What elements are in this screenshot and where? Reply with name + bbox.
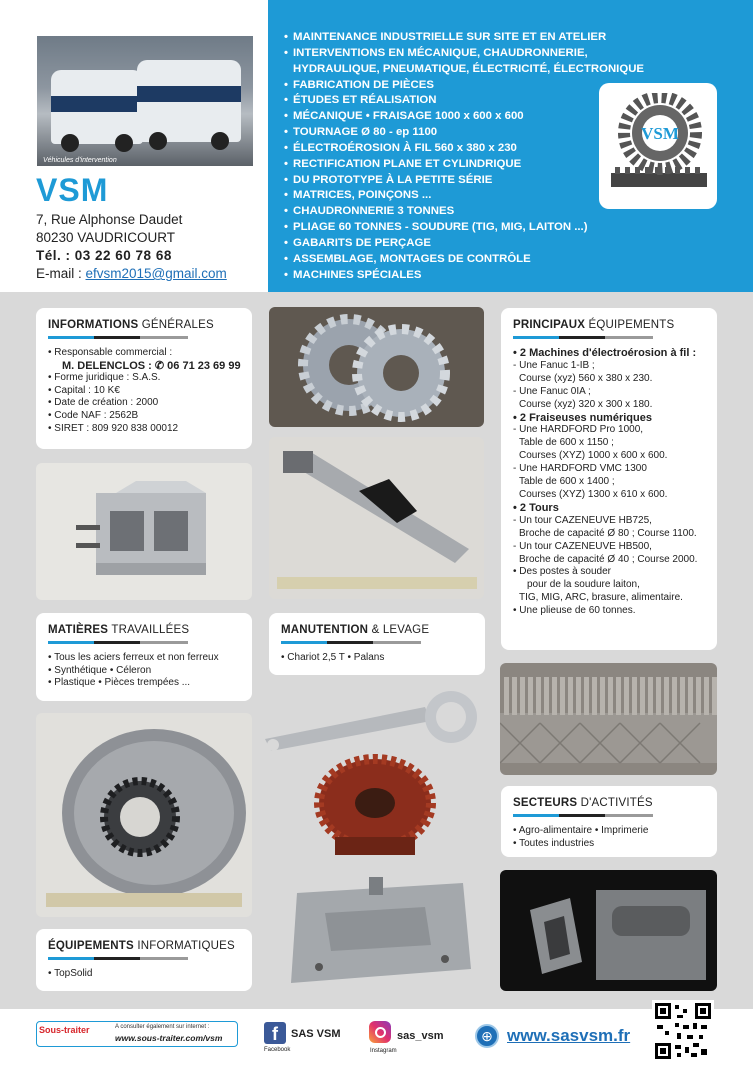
equipements-line: Broche de capacité Ø 40 ; Course 2000. (519, 553, 698, 565)
service-item: • ÉTUDES ET RÉALISATION (284, 94, 437, 107)
title-underline (48, 336, 188, 339)
company-logo (599, 83, 717, 209)
machined-plate-photo (285, 873, 477, 991)
equipements-line: pour de la soudure laiton, (527, 579, 640, 591)
shaft-photo (269, 437, 484, 599)
address-street: 7, Rue Alphonse Daudet (36, 212, 183, 227)
informatique-title: ÉQUIPEMENTS INFORMATIQUES (48, 940, 235, 952)
globe-icon: ⊕ (475, 1024, 499, 1048)
phone-number: Tél. : 03 22 60 78 68 (36, 248, 172, 263)
van-right (137, 60, 241, 142)
brand-name: VSM (36, 172, 109, 208)
equipements-line: • 2 Machines d'électroérosion à fil : (513, 347, 697, 359)
sprockets-photo (269, 307, 484, 427)
equipements-line: Courses (XYZ) 1000 x 600 x 600. (519, 450, 668, 462)
equipements-line: • 2 Fraiseuses numériques (513, 411, 652, 424)
service-item: • MATRICES, POINÇONS ... (284, 189, 432, 202)
infos-line: • Code NAF : 2562B (48, 409, 139, 421)
instagram-icon[interactable] (369, 1021, 391, 1043)
equipements-line: Table de 600 x 1400 ; (519, 476, 615, 488)
service-item: • CHAUDRONNERIE 3 TONNES (284, 205, 455, 218)
facebook-icon[interactable]: f (264, 1022, 286, 1044)
header-left-panel (0, 0, 268, 292)
equipements-line: • 2 Tours (513, 501, 559, 514)
logo-text: VSM (641, 124, 679, 143)
photo-caption: Véhicules d'intervention (43, 157, 117, 164)
service-item: • FABRICATION DE PIÈCES (284, 78, 434, 91)
facebook-caption: Facebook (264, 1047, 291, 1053)
infos-line: • SIRET : 809 920 838 00012 (48, 422, 179, 434)
card-manutention (269, 613, 485, 675)
header-services-panel (268, 0, 753, 292)
title-underline (281, 641, 421, 644)
gear-rack-photo (500, 663, 717, 775)
infos-line: • Responsable commercial : (48, 347, 173, 358)
equipements-line: - Une HARDFORD VMC 1300 (513, 463, 647, 475)
secteurs-line: • Toutes industries (513, 837, 595, 849)
sous-traiter-logo: Sous-traiter (39, 1025, 90, 1035)
footer (0, 1009, 753, 1080)
equipements-title: PRINCIPAUX ÉQUIPEMENTS (513, 319, 675, 331)
equipements-line: Course (xyz) 320 x 300 x 180. (519, 398, 653, 410)
matieres-line: • Tous les aciers ferreux et non ferreux (48, 652, 219, 663)
infos-line: M. DELENCLOS : ✆ 06 71 23 69 99 (62, 359, 241, 372)
equipements-line: - Un tour CAZENEUVE HB500, (513, 540, 652, 552)
address-block (36, 211, 227, 283)
informations-list (48, 347, 240, 435)
title-underline (513, 814, 653, 817)
equipements-line: - Une HARDFORD Pro 1000, (513, 424, 644, 436)
title-underline (48, 957, 188, 960)
gear-rack-logo-icon (605, 93, 711, 199)
service-item: • RECTIFICATION PLANE ET CYLINDRIQUE (284, 157, 522, 170)
service-item: HYDRAULIQUE, PNEUMATIQUE, ÉLECTRICITÉ, ÉLECTRONIQUE (293, 62, 645, 75)
manutention-list (281, 652, 473, 665)
address-city: 80230 VAUDRICOURT (36, 230, 176, 245)
equipements-line: • Des postes à souder (513, 566, 611, 578)
card-equipements (501, 308, 717, 650)
secteurs-line: • Agro-alimentaire • Imprimerie (513, 825, 649, 836)
equipements-line: Table de 600 x 1150 ; (519, 437, 614, 449)
manutention-line: • Chariot 2,5 T • Palans (281, 652, 385, 663)
qr-code-icon[interactable] (652, 1000, 714, 1062)
equipements-list (513, 347, 705, 618)
facebook-account[interactable]: SAS VSM (291, 1028, 341, 1040)
services-list (284, 30, 644, 284)
email-line (36, 265, 227, 283)
secteurs-list (513, 825, 705, 850)
sous-traiter-link[interactable]: www.sous-traiter.com/vsm (115, 1033, 223, 1043)
service-item: • MAINTENANCE INDUSTRIELLE SUR SITE ET EN ATELIER (284, 31, 607, 43)
red-gear-photo (305, 745, 445, 870)
service-item: • MÉCANIQUE • FRAISAGE 1000 x 600 x 600 (284, 110, 524, 123)
card-matieres (36, 613, 252, 701)
equipements-line: TIG, MIG, ARC, brasure, alimentaire. (519, 592, 683, 604)
service-item: • INTERVENTIONS EN MÉCANIQUE, CHAUDRONNERIE, (284, 46, 588, 59)
title-underline (48, 641, 188, 644)
mould-parts-photo (500, 870, 717, 991)
van-left (51, 70, 143, 144)
aluminium-part-photo (36, 463, 252, 600)
secteurs-title: SECTEURS D'ACTIVITÉS (513, 797, 653, 809)
card-informations (36, 308, 252, 449)
card-secteurs (501, 786, 717, 857)
infos-line: • Forme juridique : S.A.S. (48, 372, 161, 384)
matieres-title: MATIÈRES TRAVAILLÉES (48, 624, 190, 636)
title-underline (513, 336, 653, 339)
equipements-line: • Une plieuse de 60 tonnes. (513, 605, 636, 617)
manutention-title: MANUTENTION & LEVAGE (281, 624, 430, 636)
service-item: • TOURNAGE Ø 80 - ep 1100 (284, 126, 438, 139)
service-item: • ASSEMBLAGE, MONTAGES DE CONTRÔLE (284, 252, 531, 265)
informatique-list (48, 968, 240, 981)
service-item: • ÉLECTROÉROSION À FIL 560 x 380 x 230 (284, 141, 517, 154)
equipements-line: - Une Fanuc 1-IB ; (513, 359, 595, 371)
equipements-line: - Un tour CAZENEUVE HB725, (513, 514, 652, 526)
matieres-line: • Synthétique • Céleron (48, 664, 152, 676)
service-item: • MACHINES SPÉCIALES (284, 268, 422, 281)
equipements-line: Courses (XYZ) 1300 x 610 x 600. (519, 488, 668, 500)
service-item: • PLIAGE 60 TONNES - SOUDURE (TIG, MIG, LAITON ...) (284, 221, 588, 234)
instagram-caption: Instagram (370, 1048, 397, 1054)
sous-traiter-caption: A consulter également sur internet : (115, 1024, 210, 1030)
sous-traiter-banner[interactable] (36, 1021, 238, 1047)
instagram-account[interactable]: sas_vsm (397, 1030, 444, 1042)
informations-title: INFORMATIONS GÉNÉRALES (48, 319, 214, 331)
email-label: E-mail : (36, 266, 86, 281)
vans-photo (37, 36, 253, 166)
equipements-line: - Une Fanuc 0IA ; (513, 385, 591, 397)
informatique-line: • TopSolid (48, 968, 93, 979)
card-informatique (36, 929, 252, 991)
disc-part-photo (36, 713, 252, 917)
matieres-line: • Plastique • Pièces trempées ... (48, 677, 191, 689)
service-item: • GABARITS DE PERÇAGE (284, 236, 431, 249)
email-link[interactable]: efvsm2015@gmail.com (85, 266, 227, 281)
infos-line: • Date de création : 2000 (48, 397, 159, 409)
website-link[interactable]: www.sasvsm.fr (507, 1026, 631, 1045)
infos-line: • Capital : 10 K€ (48, 384, 120, 396)
equipements-line: Course (xyz) 560 x 380 x 230. (519, 372, 653, 384)
service-item: • DU PROTOTYPE À LA PETITE SÉRIE (284, 173, 493, 186)
equipements-line: Broche de capacité Ø 80 ; Course 1100. (519, 527, 697, 539)
matieres-list (48, 652, 240, 690)
